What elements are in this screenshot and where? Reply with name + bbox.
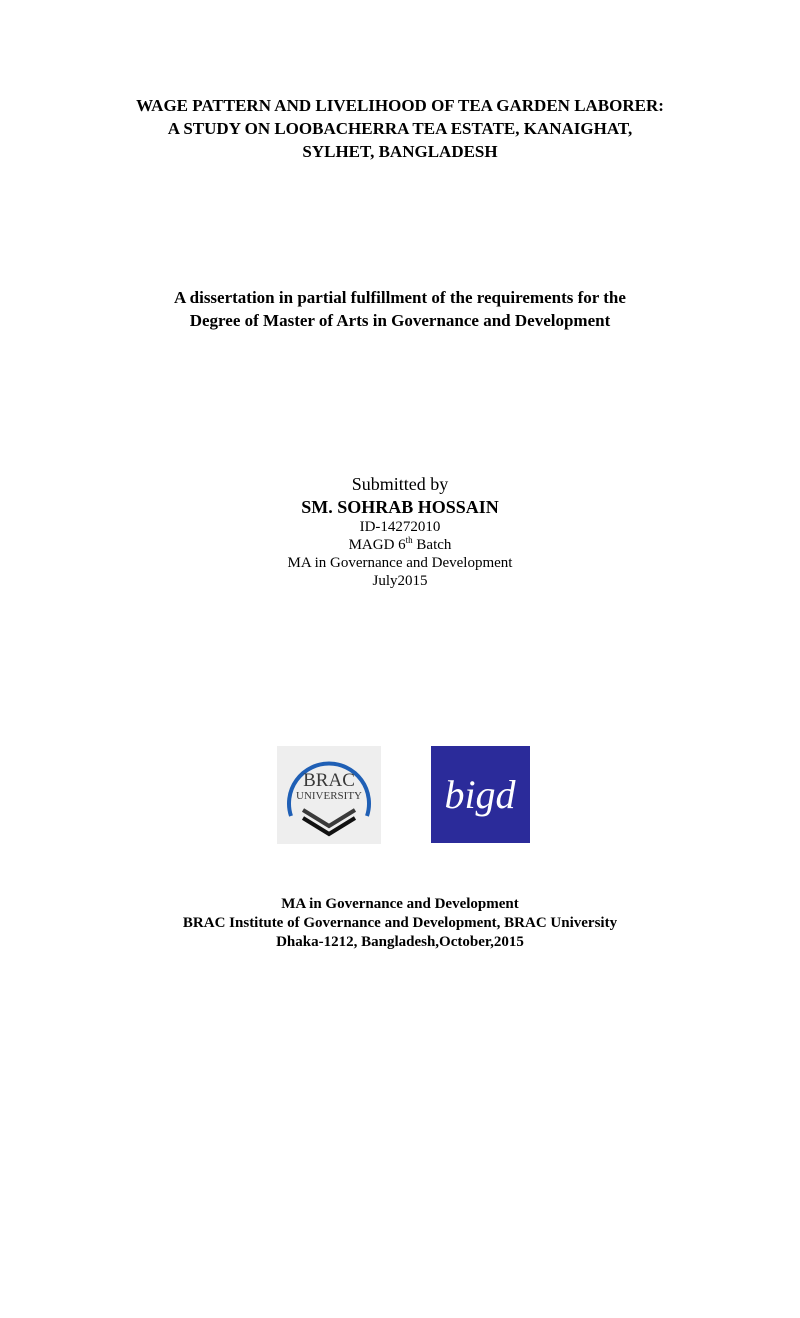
institution-footer (0, 895, 800, 952)
brac-logo-graphic (277, 746, 381, 844)
submitted-by-label: Submitted by (351, 474, 449, 494)
bigd-logo (431, 746, 530, 843)
dissertation-purpose (0, 286, 800, 332)
dissertation-title (0, 94, 800, 163)
footer-line-2: BRAC Institute of Governance and Development, BRAC University (182, 915, 618, 931)
student-id: ID-14272010 (359, 519, 441, 535)
title-line-2: A STUDY ON LOOBACHERRA TEA ESTATE, KANAIGHAT, (167, 119, 633, 138)
purpose-line-1: A dissertation in partial fulfillment of the requirements for the (174, 288, 626, 307)
footer-line-3: Dhaka-1212, Bangladesh,October,2015 (276, 934, 524, 950)
submission-block (0, 472, 800, 590)
university-logo-text: UNIVERSITY (296, 790, 362, 802)
batch-prefix: MAGD 6 (348, 537, 406, 553)
title-line-3: SYLHET, BANGLADESH (302, 142, 498, 161)
brac-university-logo (277, 746, 381, 844)
title-line-1: WAGE PATTERN AND LIVELIHOOD OF TEA GARDEN LABORER: (136, 96, 664, 115)
program-name: MA in Governance and Development (287, 555, 513, 571)
bigd-logo-text: bigd (444, 772, 516, 817)
bigd-logo-graphic (431, 746, 530, 843)
batch-suffix: Batch (412, 537, 452, 553)
purpose-line-2: Degree of Master of Arts in Governance and Development (189, 311, 611, 330)
batch-line (0, 536, 800, 554)
footer-line-1: MA in Governance and Development (281, 896, 519, 912)
author-name: SM. SOHRAB HOSSAIN (301, 497, 499, 517)
brac-logo-text: BRAC (303, 770, 355, 791)
batch-ordinal-suffix: th (405, 535, 413, 545)
submission-date: July2015 (372, 573, 428, 589)
